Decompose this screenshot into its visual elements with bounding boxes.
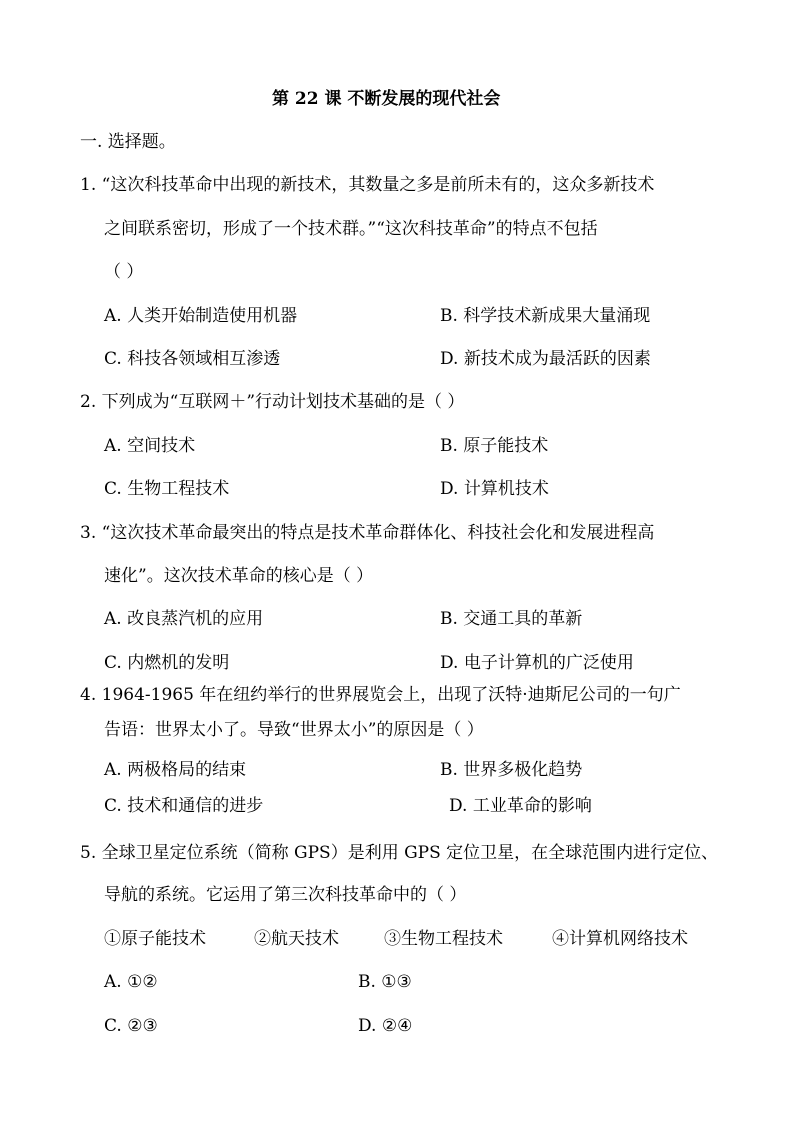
answer-blank: （ ）: [104, 262, 144, 282]
option-c: C. 科技各领域相互渗透: [104, 349, 281, 369]
item-2: ②航天技术: [254, 929, 339, 949]
option-c: C. 生物工程技术: [104, 479, 230, 499]
option-d: D. 计算机技术: [440, 479, 549, 499]
option-c: C. 内燃机的发明: [104, 653, 230, 673]
option-a: A. ①②: [104, 972, 158, 992]
option-a: A. 两极格局的结束: [104, 760, 247, 780]
option-a: A. 改良蒸汽机的应用: [104, 609, 264, 629]
option-d: D. 新技术成为最活跃的因素: [440, 349, 651, 369]
question-text: 2. 下列成为“互联网＋”行动计划技术基础的是（ ）: [80, 392, 465, 412]
option-c: C. ②③: [104, 1016, 158, 1036]
item-1: ①原子能技术: [104, 929, 206, 949]
page-title: 第 22 课 不断发展的现代社会: [272, 89, 501, 109]
option-b: B. 原子能技术: [440, 436, 549, 456]
section-heading: 一. 选择题。: [80, 132, 176, 152]
question-text: 之间联系密切，形成了一个技术群。”“这次科技革命”的特点不包括: [104, 219, 598, 239]
option-d: D. 电子计算机的广泛使用: [440, 653, 634, 673]
item-3: ③生物工程技术: [384, 929, 503, 949]
item-4: ④计算机网络技术: [552, 929, 688, 949]
option-b: B. 交通工具的革新: [440, 609, 583, 629]
option-d: D. 工业革命的影响: [449, 796, 592, 816]
question-text: 1. “这次科技革命中出现的新技术，其数量之多是前所未有的，这众多新技术: [80, 175, 655, 195]
option-d: D. ②④: [358, 1016, 413, 1036]
question-text: 速化”。这次技术革命的核心是（ ）: [104, 566, 374, 586]
question-text: 告语：世界太小了。导致“世界太小”的原因是（ ）: [104, 720, 484, 740]
option-a: A. 人类开始制造使用机器: [104, 306, 298, 326]
option-b: B. 科学技术新成果大量涌现: [440, 306, 651, 326]
question-text: 导航的系统。它运用了第三次科技革命中的（ ）: [104, 885, 467, 905]
question-text: 3. “这次技术革命最突出的特点是技术革命群体化、科技社会化和发展进程高: [80, 523, 655, 543]
question-text: 4. 1964-1965 年在纽约举行的世界展览会上，出现了沃特·迪斯尼公司的一句广: [80, 685, 681, 705]
option-b: B. 世界多极化趋势: [440, 760, 583, 780]
option-a: A. 空间技术: [104, 436, 196, 456]
question-text: 5. 全球卫星定位系统（简称 GPS）是利用 GPS 定位卫星，在全球范围内进行定位、: [80, 843, 719, 863]
option-b: B. ①③: [358, 972, 412, 992]
option-c: C. 技术和通信的进步: [104, 796, 264, 816]
